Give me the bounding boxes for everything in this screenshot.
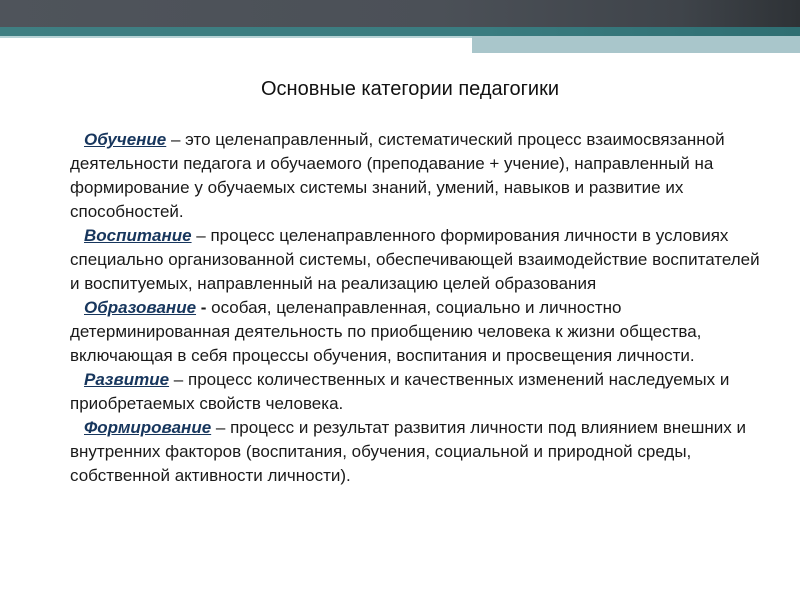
definition-term: Воспитание bbox=[84, 226, 192, 245]
definition-text: процесс и результат развития личности под влиянием внешних и внутренних факторов (воспитания, обучения, социальной и природной среды, собственной активности личности). bbox=[70, 418, 746, 485]
slide-accent-line bbox=[0, 36, 472, 38]
definition-text: процесс количественных и качественных изменений наследуемых и приобретаемых свойств человека. bbox=[70, 370, 730, 413]
definition-text: особая, целенаправленная, социально и личностно детерминированная деятельность по приобщению человека к жизни общества, включающая в себя процессы обучения, воспитания и просвещения личности. bbox=[70, 298, 702, 365]
definition-text: процесс целенаправленного формирования личности в условиях специально организованной системы, обеспечивающей взаимодействие воспитателей и воспитуемых, направленный на реализацию целей образования bbox=[70, 226, 760, 293]
definition-razvitie bbox=[70, 368, 760, 416]
definition-term: Формирование bbox=[84, 418, 212, 437]
definition-separator: - bbox=[196, 298, 212, 317]
definition-vospitanie bbox=[70, 224, 760, 296]
slide-accent-block bbox=[472, 36, 800, 53]
definition-separator: – bbox=[211, 418, 231, 437]
definition-separator: – bbox=[169, 370, 188, 389]
definition-separator: – bbox=[166, 130, 186, 149]
definition-term: Развитие bbox=[84, 370, 170, 389]
definition-formirovanie bbox=[70, 416, 760, 488]
definition-term: Обучение bbox=[84, 130, 167, 149]
definition-separator: – bbox=[191, 226, 211, 245]
definition-obuchenie bbox=[70, 128, 760, 224]
definition-term: Образование bbox=[84, 298, 197, 317]
definition-obrazovanie bbox=[70, 296, 760, 368]
definitions-list bbox=[70, 128, 760, 488]
definition-text: это целенаправленный, систематический процесс взаимосвязанной деятельности педагога и обучаемого (преподавание + учение), направленный на формирование у обучаемых системы знаний, умений, навыков и развитие их способностей. bbox=[70, 130, 725, 221]
slide-accent-stripe bbox=[0, 27, 800, 36]
slide-header-bar bbox=[0, 0, 800, 27]
slide-title: Основные категории педагогики bbox=[260, 78, 560, 100]
